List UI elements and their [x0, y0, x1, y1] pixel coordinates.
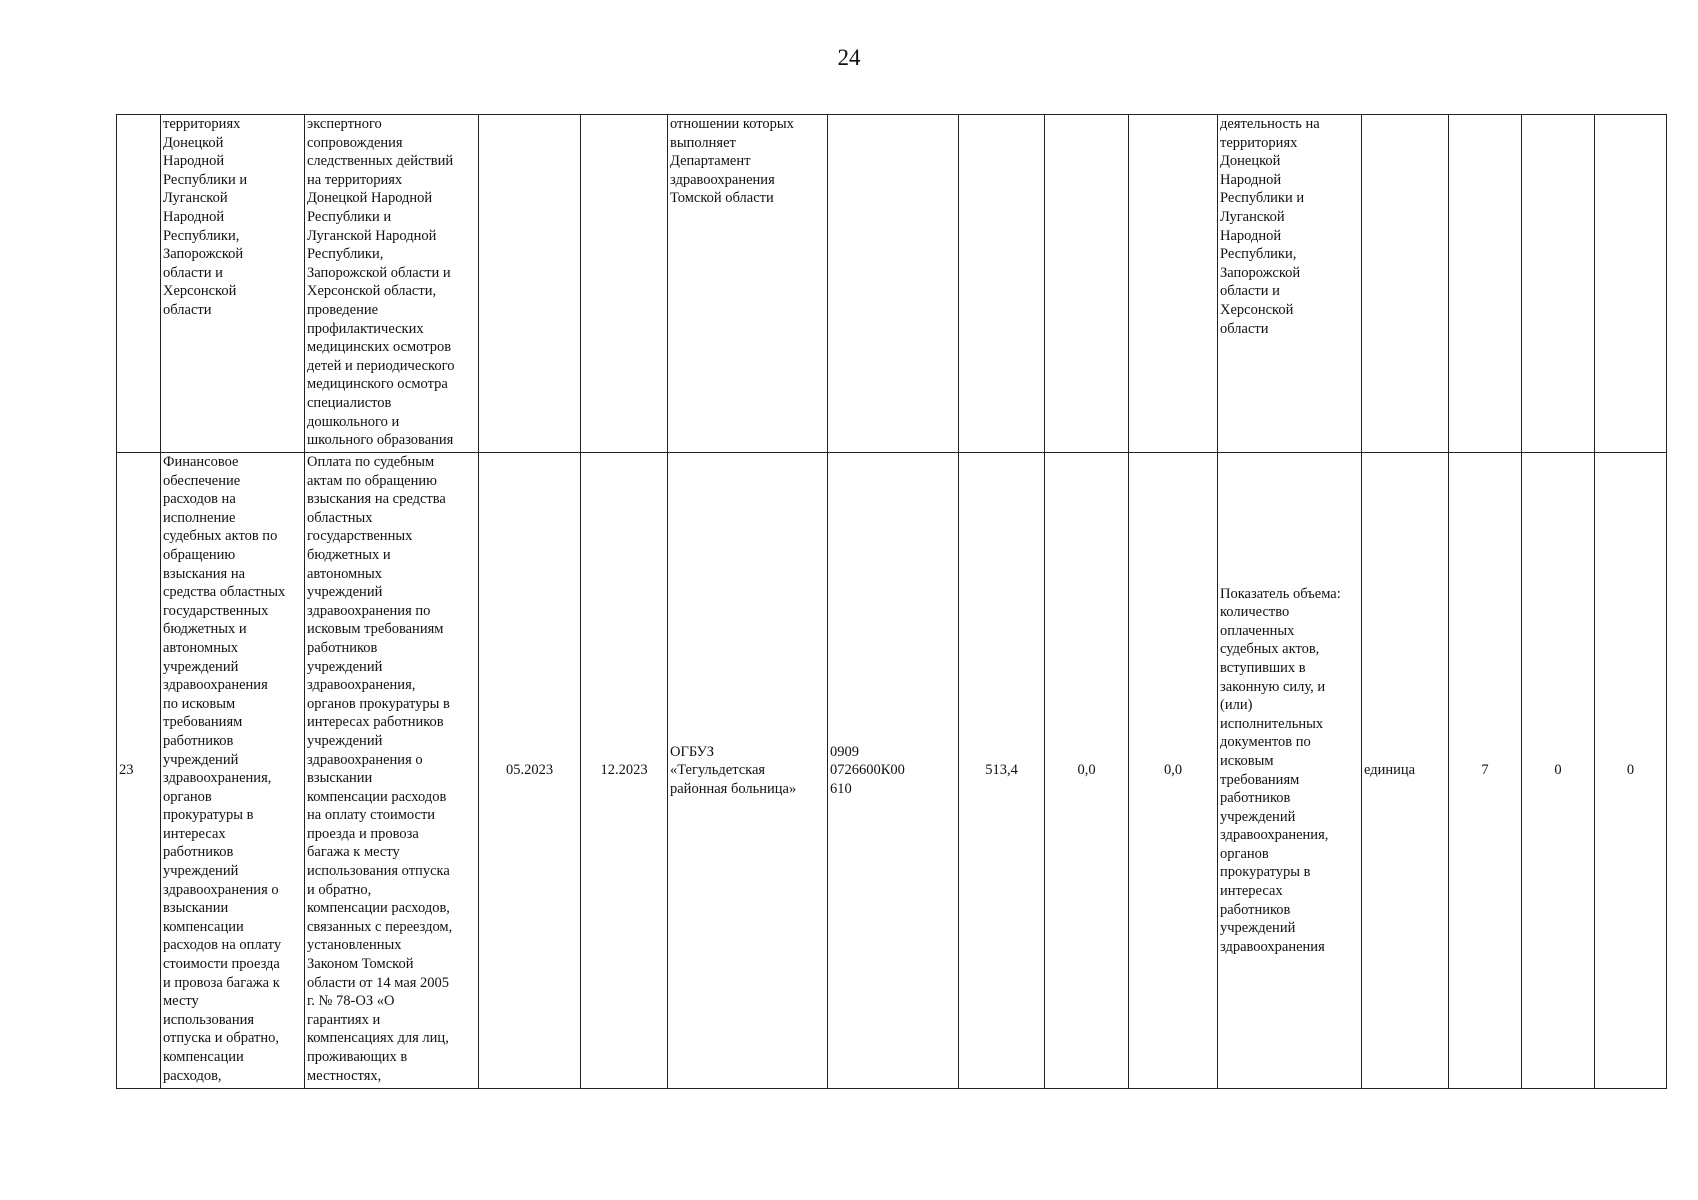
value-cell-2 [1522, 115, 1595, 453]
executor-cell: ОГБУЗ «Тегульдетская районная больница» [668, 453, 828, 1089]
end-date-cell: 12.2023 [581, 453, 668, 1089]
event-description-cell: экспертного сопровождения следственных действий на территориях Донецкой Народной Республики и Луганской Народной Республики, Запорожской области и Херсонской области, проведение профилактических медицинских осмотров детей и периодического медицинского осмотра специалистов дошкольного и школьного образования [305, 115, 479, 453]
amount-cell-3: 0,0 [1129, 453, 1218, 1089]
value-cell: 7 [1449, 453, 1522, 1089]
amount-cell-2: 0,0 [1045, 453, 1129, 1089]
row-number-cell: 23 [117, 453, 161, 1089]
indicator-cell: деятельность на территориях Донецкой Народной Республики и Луганской Народной Республики, Запорожской области и Херсонской области [1218, 115, 1362, 453]
table-row [117, 115, 1667, 453]
amount-cell: 513,4 [959, 453, 1045, 1089]
value-cell [1449, 115, 1522, 453]
task-name-cell: Финансовое обеспечение расходов на исполнение судебных актов по обращению взыскания на средства областных государственных бюджетных и автономных учреждений здравоохранения по исковым требованиям работников учреждений здравоохранения, органов прокуратуры в интересах работников учреждений здравоохранения о взыскании компенсации расходов на оплату стоимости проезда и провоза багажа к месту использования отпуска и обратно, компенсации расходов, [161, 453, 305, 1089]
unit-cell [1362, 115, 1449, 453]
amount-cell [959, 115, 1045, 453]
budget-code-cell [828, 115, 959, 453]
end-date-cell [581, 115, 668, 453]
executor-cell: отношении которых выполняет Департамент здравоохранения Томской области [668, 115, 828, 453]
unit-cell: единица [1362, 453, 1449, 1089]
row-number-cell [117, 115, 161, 453]
page-number: 24 [837, 45, 861, 70]
event-description-cell: Оплата по судебным актам по обращению взыскания на средства областных государственных бюджетных и автономных учреждений здравоохранения по исковым требованиям работников учреждений здравоохранения, органов прокуратуры в интересах работников учреждений здравоохранения о взыскании компенсации расходов на оплату стоимости проезда и провоза багажа к месту использования отпуска и обратно, компенсации расходов, связанных с переездом, установленных Законом Томской области от 14 мая 2005 г. № 78-ОЗ «О гарантиях и компенсациях для лиц, проживающих в местностях, [305, 453, 479, 1089]
task-name-cell: территориях Донецкой Народной Республики и Луганской Народной Республики, Запорожской области и Херсонской области [161, 115, 305, 453]
value-cell-3: 0 [1595, 453, 1667, 1089]
indicator-cell: Показатель объема: количество оплаченных судебных актов, вступивших в законную силу, и (или) исполнительных документов по исковым требованиям работников учреждений здравоохранения, органов прокуратуры в интересах работников учреждений здравоохранения [1218, 453, 1362, 1089]
amount-cell-2 [1045, 115, 1129, 453]
data-table [116, 114, 1667, 1089]
value-cell-3 [1595, 115, 1667, 453]
amount-cell-3 [1129, 115, 1218, 453]
table-row [117, 453, 1667, 1089]
start-date-cell [479, 115, 581, 453]
value-cell-2: 0 [1522, 453, 1595, 1089]
budget-code-cell: 0909 0726600К00 610 [828, 453, 959, 1089]
start-date-cell: 05.2023 [479, 453, 581, 1089]
